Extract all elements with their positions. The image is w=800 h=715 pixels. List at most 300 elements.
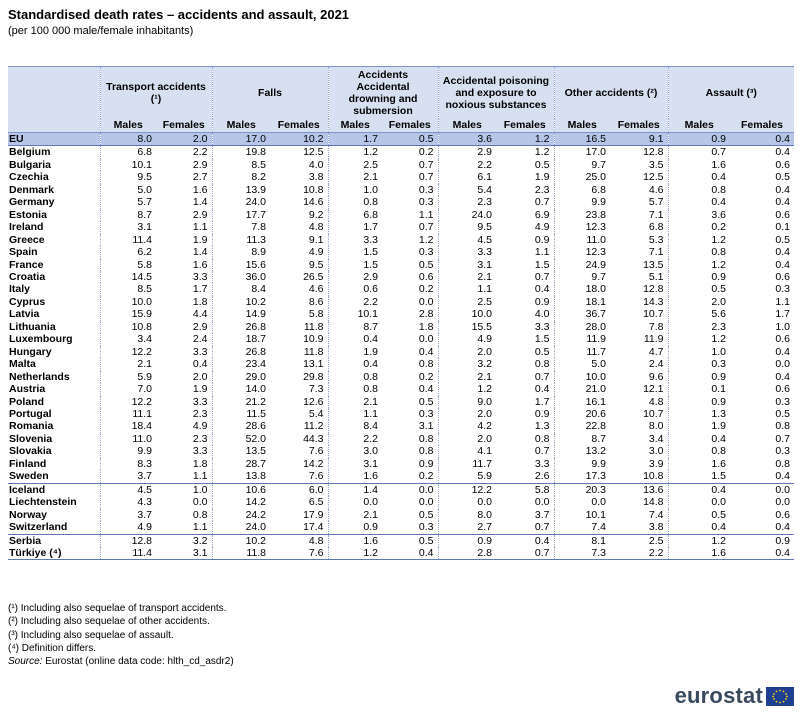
males-subheader: Males — [212, 119, 270, 133]
table-cell: 0.2 — [418, 283, 434, 296]
table-cell: 1.6 — [668, 159, 730, 171]
table-cell: 11.8 — [212, 547, 270, 560]
table-cell: 3.3 — [192, 395, 208, 408]
table-cell: 1.1 — [192, 221, 208, 234]
table-cell: 17.0 — [212, 133, 270, 146]
table-cell: 36.0 — [212, 271, 270, 283]
table-cell: 3.3 — [192, 345, 208, 358]
table-cell: 17.3 — [554, 470, 610, 483]
table-cell: 6.5 — [308, 496, 324, 509]
table-cell: 4.5 — [100, 483, 156, 496]
table-cell: 23.8 — [554, 209, 610, 221]
country-name: Belgium — [8, 146, 100, 159]
table-cell: 0.5 — [668, 283, 730, 295]
country-name: Slovenia — [9, 432, 53, 445]
table-cell: 9.7 — [554, 159, 610, 171]
table-cell: 0.3 — [775, 395, 790, 408]
table-cell: 4.2 — [438, 420, 496, 432]
table-cell: 2.1 — [328, 171, 382, 183]
table-cell: 10.7 — [643, 407, 664, 420]
table-cell: 0.4 — [775, 345, 790, 358]
table-cell: 13.8 — [212, 470, 270, 483]
table-cell: 1.1 — [534, 246, 550, 259]
row-label-subheader — [8, 119, 100, 133]
table-cell: 0.3 — [775, 283, 790, 296]
males-subheader: Males — [328, 119, 382, 133]
table-cell: 12.2 — [100, 396, 156, 408]
table-cell: 12.1 — [643, 383, 664, 396]
table-cell: 0.8 — [534, 358, 550, 371]
table-cell: 1.6 — [328, 534, 382, 547]
table-row — [8, 246, 794, 258]
table-cell: 5.7 — [648, 196, 664, 209]
table-cell: 2.1 — [438, 271, 496, 283]
table-cell: 6.8 — [100, 146, 156, 159]
column-group-header — [328, 67, 438, 119]
table-cell: 7.1 — [648, 246, 664, 259]
table-cell: 0.2 — [668, 221, 730, 233]
table-cell: 8.2 — [212, 171, 270, 183]
table-cell: 7.8 — [212, 221, 270, 233]
table-cell: 0.5 — [382, 133, 438, 146]
table-cell: 4.6 — [308, 283, 324, 296]
table-cell: 0.4 — [534, 283, 550, 296]
table-cell: 3.0 — [648, 445, 664, 458]
subheader-row — [8, 119, 794, 133]
table-cell: 0.6 — [418, 270, 434, 283]
table-cell: 2.0 — [156, 133, 212, 146]
table-cell: 2.5 — [328, 159, 382, 171]
table-cell: 0.8 — [668, 445, 730, 457]
table-cell: 0.3 — [418, 183, 434, 196]
table-cell: 17.0 — [554, 146, 610, 159]
country-name: Ireland — [9, 221, 44, 234]
table-cell: 7.4 — [554, 521, 610, 534]
table-cell: 4.1 — [438, 445, 496, 457]
table-cell: 12.2 — [438, 483, 496, 496]
table-cell: 2.2 — [438, 159, 496, 171]
table-cell: 0.8 — [534, 432, 550, 445]
table-cell: 5.8 — [496, 483, 554, 496]
table-cell: 1.9 — [534, 171, 550, 184]
table-body — [8, 133, 794, 560]
table-cell: 4.9 — [308, 246, 324, 259]
table-cell: 17.4 — [303, 521, 324, 534]
table-cell: 18.0 — [554, 283, 610, 295]
table-cell: 4.6 — [648, 183, 664, 196]
table-cell: 3.7 — [100, 509, 156, 521]
table-cell: 0.0 — [418, 496, 434, 509]
table-cell: 0.7 — [534, 521, 550, 534]
table-cell: 2.0 — [192, 370, 208, 383]
table-cell: 1.6 — [192, 258, 208, 271]
column-group-header-text: Other accidents (²) — [564, 87, 658, 99]
table-cell: 3.1 — [328, 458, 382, 470]
table-cell: 24.0 — [438, 209, 496, 221]
table-cell: 0.2 — [418, 370, 434, 383]
table-cell: 1.2 — [496, 146, 554, 159]
table-cell: 7.8 — [648, 320, 664, 333]
table-row — [8, 196, 794, 208]
table-cell: 19.8 — [212, 146, 270, 159]
table-cell: 8.3 — [100, 458, 156, 470]
table-cell: 26.8 — [212, 321, 270, 333]
table-cell: 2.2 — [328, 433, 382, 445]
country-name: Germany — [9, 196, 55, 209]
column-group-header-text: Falls — [258, 87, 282, 99]
table-row — [8, 470, 794, 483]
table-cell: 0.9 — [730, 534, 794, 547]
males-subheader: Males — [668, 119, 730, 133]
table-cell: 0.0 — [438, 496, 496, 508]
table-cell: 8.5 — [100, 283, 156, 295]
table-row — [8, 333, 794, 345]
table-cell: 0.5 — [534, 345, 550, 358]
table-cell: 0.4 — [775, 196, 790, 209]
table-row — [8, 509, 794, 521]
table-cell: 0.0 — [730, 483, 794, 496]
data-table — [8, 66, 794, 560]
table-cell: 0.0 — [382, 483, 438, 496]
table-cell: 18.4 — [100, 420, 156, 432]
table-cell: 1.1 — [192, 521, 208, 534]
table-cell: 10.1 — [100, 159, 156, 171]
country-name: Croatia — [9, 270, 46, 283]
table-cell: 1.0 — [156, 483, 212, 496]
chart-title: Standardised death rates – accidents and assault, 2021 — [8, 7, 350, 22]
table-cell: 4.9 — [192, 420, 208, 433]
column-group-header — [438, 67, 554, 119]
table-cell: 1.2 — [328, 547, 382, 560]
table-cell: 7.1 — [648, 208, 664, 221]
table-cell: 11.8 — [303, 320, 324, 333]
table-cell: 1.1 — [192, 470, 208, 483]
table-cell: 2.4 — [192, 333, 208, 346]
table-cell: 15.9 — [100, 308, 156, 320]
table-cell: 2.4 — [648, 358, 664, 371]
table-cell: 0.9 — [668, 371, 730, 383]
table-row — [8, 234, 794, 246]
table-cell: 3.6 — [668, 209, 730, 221]
table-cell: 3.8 — [308, 171, 324, 184]
table-cell: 2.8 — [418, 308, 434, 321]
table-cell: 3.1 — [438, 259, 496, 271]
table-cell: 0.5 — [382, 534, 438, 547]
table-cell: 0.4 — [668, 196, 730, 208]
table-cell: 9.9 — [100, 445, 156, 457]
table-cell: 0.4 — [730, 547, 794, 560]
table-cell: 3.7 — [534, 508, 550, 521]
table-cell: 15.6 — [212, 259, 270, 271]
table-cell: 7.0 — [100, 383, 156, 395]
country-name: EU — [8, 133, 100, 146]
country-name: Liechtenstein — [9, 496, 77, 509]
table-cell: 0.4 — [418, 383, 434, 396]
table-cell: 0.4 — [775, 183, 790, 196]
table-cell: 12.2 — [100, 346, 156, 358]
table-cell: 28.7 — [212, 458, 270, 470]
table-cell: 1.1 — [438, 283, 496, 295]
table-row — [8, 259, 794, 271]
table-cell: 17.9 — [303, 508, 324, 521]
table-cell: 29.0 — [212, 371, 270, 383]
table-cell: 1.1 — [775, 295, 790, 308]
table-cell: 1.4 — [328, 483, 382, 496]
table-cell: 14.2 — [212, 496, 270, 508]
country-name: Bulgaria — [9, 158, 52, 171]
table-cell: 11.7 — [554, 346, 610, 358]
table-cell: 2.1 — [328, 509, 382, 521]
table-cell: 0.5 — [418, 508, 434, 521]
table-cell: 10.2 — [270, 133, 328, 146]
table-cell: 1.5 — [534, 258, 550, 271]
table-cell: 23.4 — [212, 358, 270, 370]
table-cell: 2.0 — [438, 346, 496, 358]
table-cell: 1.3 — [534, 420, 550, 433]
table-cell: 0.4 — [328, 333, 382, 345]
table-cell: 0.8 — [775, 420, 790, 433]
table-cell: 5.9 — [100, 371, 156, 383]
table-cell: 6.8 — [554, 184, 610, 196]
table-cell: 10.0 — [554, 371, 610, 383]
table-cell: 2.7 — [192, 171, 208, 184]
table-cell: 0.0 — [668, 496, 730, 508]
table-cell: 0.6 — [775, 383, 790, 396]
data-table-container — [8, 66, 794, 560]
table-cell: 8.9 — [212, 246, 270, 258]
table-cell: 9.9 — [554, 458, 610, 470]
females-subheader: Females — [730, 119, 794, 133]
table-cell: 0.3 — [418, 246, 434, 259]
table-row — [8, 296, 794, 308]
table-cell: 21.0 — [554, 383, 610, 395]
table-cell: 0.7 — [534, 445, 550, 458]
table-cell: 1.8 — [192, 457, 208, 470]
table-cell: 1.1 — [328, 408, 382, 420]
column-group-header-text: Accidents — [357, 69, 409, 81]
table-cell: 11.2 — [303, 420, 324, 433]
column-group-header-text: Assault (³) — [705, 87, 757, 99]
females-subheader: Females — [496, 119, 554, 133]
table-cell: 0.5 — [775, 171, 790, 184]
table-cell: 0.7 — [534, 196, 550, 209]
footnote: (¹) Including also sequelae of transport accidents. — [8, 603, 227, 614]
table-cell: 28.0 — [554, 321, 610, 333]
table-row — [8, 547, 794, 560]
table-row — [8, 371, 794, 383]
table-cell: 14.9 — [212, 308, 270, 320]
table-row — [8, 458, 794, 470]
table-cell: 4.9 — [438, 333, 496, 345]
females-subheader: Females — [156, 119, 212, 133]
table-cell: 0.0 — [418, 295, 434, 308]
table-cell: 11.1 — [100, 408, 156, 420]
table-cell: 16.1 — [554, 396, 610, 408]
table-row — [8, 358, 794, 370]
table-cell: 0.4 — [775, 470, 790, 483]
table-row — [8, 321, 794, 333]
table-cell: 20.6 — [554, 408, 610, 420]
table-cell: 2.5 — [438, 296, 496, 308]
table-cell: 10.1 — [554, 509, 610, 521]
table-row — [8, 521, 794, 534]
table-cell: 2.0 — [438, 433, 496, 445]
table-cell: 9.5 — [100, 171, 156, 183]
chart-subtitle: (per 100 000 male/female inhabitants) — [8, 25, 194, 37]
table-cell: 0.9 — [668, 396, 730, 408]
table-cell: 0.8 — [418, 432, 434, 445]
table-cell: 0.7 — [496, 547, 554, 560]
country-name: Greece — [9, 233, 45, 246]
table-cell: 7.4 — [648, 508, 664, 521]
table-cell: 5.8 — [308, 308, 324, 321]
table-cell: 10.0 — [100, 296, 156, 308]
table-cell: 9.5 — [438, 221, 496, 233]
table-cell: 12.6 — [303, 395, 324, 408]
table-cell: 14.0 — [212, 383, 270, 395]
table-cell: 11.9 — [643, 333, 664, 346]
males-subheader: Males — [554, 119, 610, 133]
table-cell: 0.8 — [668, 246, 730, 258]
table-cell: 0.4 — [668, 171, 730, 183]
table-cell: 9.2 — [308, 208, 324, 221]
table-cell: 11.3 — [212, 234, 270, 246]
table-cell: 8.5 — [212, 159, 270, 171]
table-cell: 1.7 — [328, 221, 382, 233]
table-cell: 13.1 — [303, 358, 324, 371]
table-cell: 0.7 — [668, 146, 730, 159]
table-cell: 0.3 — [775, 445, 790, 458]
table-row — [8, 271, 794, 283]
table-cell: 0.4 — [192, 358, 208, 371]
table-cell: 0.6 — [328, 283, 382, 295]
table-cell: 2.6 — [534, 470, 550, 483]
table-cell: 7.6 — [308, 445, 324, 458]
table-cell: 0.4 — [775, 246, 790, 259]
table-cell: 1.6 — [668, 547, 730, 560]
table-row — [8, 408, 794, 420]
table-cell: 3.6 — [438, 133, 496, 146]
table-cell: 52.0 — [212, 433, 270, 445]
table-cell: 2.0 — [438, 408, 496, 420]
table-cell: 7.6 — [308, 470, 324, 483]
table-cell: 12.5 — [270, 146, 328, 159]
table-cell: 2.3 — [192, 407, 208, 420]
table-cell: 0.3 — [668, 358, 730, 370]
country-name: France — [9, 258, 44, 271]
table-cell: 4.7 — [648, 345, 664, 358]
table-cell: 0.7 — [775, 432, 790, 445]
table-cell: 1.1 — [418, 208, 434, 221]
table-cell: 10.0 — [438, 308, 496, 320]
table-cell: 11.4 — [100, 547, 156, 560]
table-cell: 5.4 — [308, 407, 324, 420]
table-cell: 0.4 — [775, 521, 790, 534]
table-cell: 6.8 — [648, 221, 664, 234]
table-cell: 3.3 — [438, 246, 496, 258]
country-name: Luxembourg — [9, 333, 73, 346]
table-cell: 11.9 — [554, 333, 610, 345]
table-cell: 4.5 — [438, 234, 496, 246]
table-cell: 11.8 — [303, 345, 324, 358]
table-cell: 10.8 — [643, 470, 664, 483]
table-cell: 0.8 — [418, 358, 434, 371]
table-cell: 3.0 — [328, 445, 382, 457]
table-cell: 1.8 — [192, 295, 208, 308]
country-name: Malta — [9, 358, 36, 371]
males-subheader: Males — [100, 119, 156, 133]
source-label: Source: — [8, 656, 43, 668]
table-cell: 8.7 — [100, 209, 156, 221]
country-name: Poland — [9, 395, 45, 408]
table-cell: 0.8 — [775, 457, 790, 470]
table-row — [8, 184, 794, 196]
table-cell: 3.7 — [100, 470, 156, 483]
table-cell: 0.7 — [418, 171, 434, 184]
table-cell: 3.1 — [156, 547, 212, 560]
table-cell: 0.9 — [534, 295, 550, 308]
table-cell: 4.3 — [100, 496, 156, 508]
table-cell: 0.4 — [382, 547, 438, 560]
eu-row — [8, 133, 794, 146]
table-cell: 0.6 — [775, 158, 790, 171]
table-row — [8, 146, 794, 159]
column-group-header — [668, 67, 794, 119]
table-cell: 3.4 — [648, 432, 664, 445]
table-cell: 0.5 — [534, 158, 550, 171]
table-cell: 2.3 — [438, 196, 496, 208]
table-cell: 2.1 — [100, 358, 156, 370]
table-cell: 1.3 — [668, 408, 730, 420]
table-cell: 44.3 — [303, 432, 324, 445]
table-cell: 20.3 — [554, 483, 610, 496]
table-row — [8, 433, 794, 445]
table-cell: 1.5 — [534, 333, 550, 346]
table-cell: 4.4 — [192, 308, 208, 321]
table-cell: 0.4 — [775, 258, 790, 271]
table-cell: 0.4 — [496, 534, 554, 547]
table-cell: 3.3 — [192, 445, 208, 458]
country-name: Austria — [9, 383, 46, 396]
country-name: Cyprus — [9, 295, 46, 308]
table-cell: 3.2 — [156, 534, 212, 547]
table-cell: 1.2 — [438, 383, 496, 395]
country-name: Netherlands — [9, 370, 70, 383]
table-cell: 0.6 — [775, 270, 790, 283]
table-cell: 2.0 — [668, 296, 730, 308]
table-cell: 3.3 — [534, 457, 550, 470]
table-cell: 1.5 — [668, 470, 730, 483]
table-cell: 0.4 — [418, 345, 434, 358]
table-cell: 1.7 — [775, 308, 790, 321]
table-cell: 3.3 — [534, 320, 550, 333]
table-cell: 1.2 — [418, 233, 434, 246]
table-row — [8, 496, 794, 508]
table-cell: 3.1 — [418, 420, 434, 433]
table-cell: 0.0 — [775, 496, 790, 509]
table-cell: 10.2 — [212, 296, 270, 308]
table-cell: 8.4 — [212, 283, 270, 295]
table-cell: 4.8 — [308, 221, 324, 234]
table-cell: 6.8 — [328, 209, 382, 221]
table-cell: 0.4 — [775, 370, 790, 383]
footnote: (²) Including also sequelae of other accidents. — [8, 616, 210, 628]
table-cell: 36.7 — [554, 308, 610, 320]
table-cell: 5.4 — [438, 184, 496, 196]
table-cell: 1.8 — [418, 320, 434, 333]
table-cell: 5.6 — [668, 308, 730, 320]
country-name: Denmark — [9, 183, 54, 196]
